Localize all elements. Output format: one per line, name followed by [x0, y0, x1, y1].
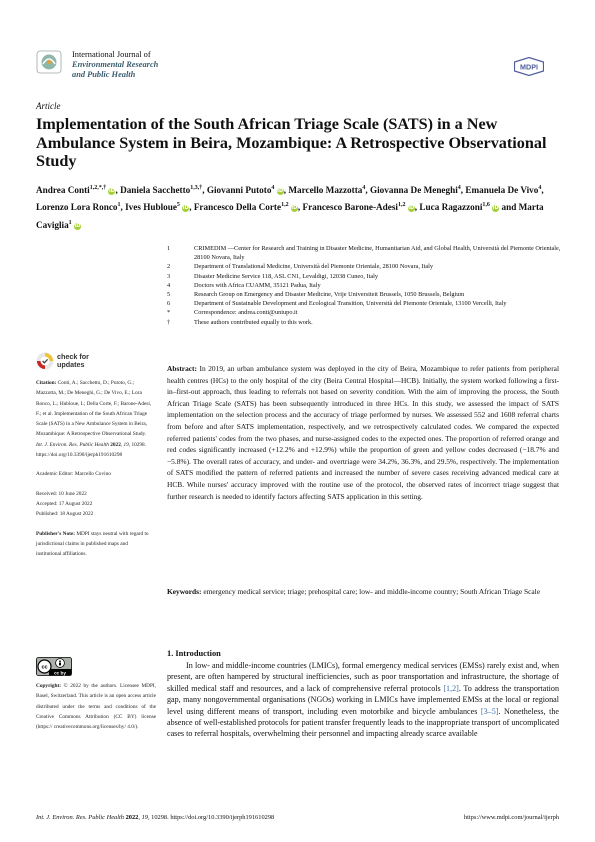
publisher-note: Publisher's Note: MDPI stays neutral with regard to jurisdictional claims in published maps and institutional affiliations. — [36, 530, 149, 558]
author-name: Luca Ragazzoni — [419, 202, 483, 213]
author-name: Francesco Barone-Adesi — [302, 202, 398, 213]
affiliation-item — [167, 308, 567, 317]
affiliation-text: Department of Sustainable Development and Ecological Transition, Università del Piemonte Orientale, 13100 Vercelli, Italy — [194, 300, 507, 308]
affiliation-marker: 1 — [167, 245, 171, 252]
svg-text:cc: cc — [41, 664, 48, 671]
article-sidebar — [36, 378, 154, 559]
author-separator: , — [365, 185, 370, 196]
author-separator: , — [414, 202, 420, 213]
author-affiliation-marker: 1,6 — [482, 202, 490, 209]
affiliation-text: Doctors with Africa CUAMM, 35121 Padua, Italy — [194, 281, 321, 289]
affiliation-marker: 3 — [167, 272, 171, 280]
author-separator: , — [460, 185, 466, 196]
journal-name-line1: International Journal of — [72, 50, 151, 59]
author-affiliation-marker: 4 — [457, 185, 461, 191]
affiliation-item — [167, 318, 567, 327]
affiliation-text: Correspondence: andrea.conti@uniupo.it — [194, 309, 298, 317]
author-name: Marcello Mazzotta — [288, 185, 363, 196]
author-affiliation-marker: 1,3,† — [190, 185, 203, 191]
affiliation-item — [167, 299, 567, 308]
footer-journal-url[interactable]: https://www.mdpi.com/journal/ijerph — [463, 814, 559, 821]
author-affiliation-marker: 1,2 — [281, 202, 289, 209]
author-separator: , — [541, 185, 544, 196]
accepted-date: Accepted: 17 August 2022 — [36, 500, 93, 507]
introduction-paragraph: In low- and middle-income countries (LMICs), formal emergency medical services (EMSs) rarely exist and, when present, are often hampered by structural inefficiencies, such as poor transportation and infrastructure, the shortage of skilled medical staff and resources, and a lack of comprehensive referral protocols [1,2]. To address the transportation gap, many nongovernmental organisations (NGOs) working in LMICs have implemented EMSs at the local or regional level using different means of transport, including even motorbike and bicycle ambulances [3–5]. Nonetheless, the absence of well-established protocols for patient transfer frequently leads to the inappropriate transport of uncomplicated cases to referral hospitals, overwhelming their personnel and impacting already scarce available — [167, 661, 560, 739]
orcid-icon[interactable]: iD — [291, 205, 298, 212]
published-date: Published: 18 August 2022 — [36, 511, 94, 518]
author-affiliation-marker: 4 — [271, 185, 275, 191]
check-for-updates-label: check for updates — [57, 352, 89, 369]
author-name: Marta Caviglia — [36, 202, 544, 230]
affiliation-text: Disaster Medicine Service 118, ASL CN1, Levaldigi, 12038 Cuneo, Italy — [194, 272, 379, 280]
reference-link[interactable]: [3–5] — [480, 706, 499, 716]
author-list — [36, 181, 556, 233]
author-separator: , — [120, 202, 126, 213]
affiliation-marker: 5 — [167, 291, 171, 299]
orcid-icon[interactable]: iD — [109, 188, 115, 195]
affiliation-marker: * — [167, 309, 171, 317]
keywords: Keywords: emergency medical service; triage; prehospital care; low- and middle-income country; South African Triage Scale — [167, 587, 541, 596]
academic-editor: Academic Editor: Marcello Covino — [36, 471, 111, 478]
footer-citation: Int. J. Environ. Res. Public Health 2022, 19, 10298. https://doi.org/10.3390/ijerph191610298 — [36, 814, 275, 821]
author-separator: , — [115, 185, 121, 196]
author-name: Ives Hubloue — [125, 202, 177, 213]
affiliation-marker: 6 — [167, 300, 171, 308]
svg-text:cc by: cc by — [54, 670, 66, 676]
author-affiliation-marker: 1,2 — [397, 202, 406, 209]
journal-name-line3: and Public Health — [72, 70, 136, 79]
affiliation-item — [167, 281, 567, 290]
ijerph-journal-logo-icon — [36, 50, 62, 74]
affiliation-marker: 4 — [167, 281, 171, 289]
abstract: Abstract: In 2019, an urban ambulance system was deployed in the city of Beira, Mozambique to refer patients from peripheral health centres (HCs) to the only hospital of the city (Beira Central Hospital—HCB). Initially, the system worked following a first-in–first-out approach, thus leading to referrals not based on severity condition. With the aim of improving the process, the South African Triage Scale (SATS) has been subsequently introduced in three HCs. In this study, we assessed the impact of SATS implementation on the selection process and the accuracy of triage performed by nurses. We assessed 552 and 1608 referral charts from before and after SATS implementation, respectively, and we retrospectively calculated codes. We compared the expected referred patients' codes from the two phases, and nurse-assigned codes to the expected ones. The proportion of referred orange and red codes significantly increased (+12.2% and +12.9%) while the proportion of green and yellow codes decreased (−18.7% and −5.8%). The overall rates of accuracy, and under- and overtriage were 34.2%, 36.3%, and 29.5%, respectively. The implementation of SATS modified the pattern of referred patients and increased the number of severe cases receiving advanced medical care at HCB. While nurses' accuracy improved with the routine use of the protocol, the observed rates of incorrect triage suggest that further research is needed to identify factors affecting SATS application in this setting. — [167, 364, 559, 501]
author-name: Francesco Della Corte — [193, 202, 282, 213]
mdpi-logo — [514, 57, 544, 76]
journal-name-line2: Environmental Research — [72, 60, 159, 69]
affiliation-text: CRIMEDIM —Center for Research and Training in Disaster Medicine, Humanitarian Aid, and Global Health, Università del Piemonte Orientale, 28100 Novara, Italy — [194, 245, 561, 262]
author-separator: , — [189, 202, 194, 213]
article-type: Article — [36, 101, 61, 111]
author-name: Emanuela De Vivo — [465, 185, 539, 196]
orcid-icon[interactable]: iD — [408, 205, 415, 212]
author-separator: and — [499, 202, 519, 213]
author-separator: , — [202, 185, 207, 196]
affiliation-item — [167, 290, 567, 299]
author-affiliation-marker: 5 — [176, 202, 180, 209]
orcid-icon[interactable]: iD — [74, 222, 81, 229]
author-separator: , — [283, 185, 289, 196]
author-name: Daniela Sacchetto — [120, 185, 191, 196]
author-name: Giovanna De Meneghi — [369, 185, 458, 196]
affiliation-item — [167, 244, 567, 262]
svg-text:MDPI: MDPI — [520, 62, 538, 72]
orcid-icon[interactable]: iD — [182, 205, 189, 212]
author-affiliation-marker: 1 — [117, 202, 121, 209]
received-date: Received: 10 June 2022 — [36, 490, 87, 497]
reference-link[interactable]: [1,2] — [443, 683, 459, 693]
author-affiliation-marker: 4 — [362, 185, 366, 191]
affiliation-marker: 2 — [167, 263, 171, 271]
author-separator: , — [297, 202, 303, 213]
paper-title: Implementation of the South African Triage Scale (SATS) in a New Ambulance System in Beira, Mozambique: A Retrospective Observational Study — [36, 115, 547, 170]
affiliation-item — [167, 272, 567, 281]
orcid-icon[interactable]: iD — [492, 205, 499, 212]
cc-by-license-icon[interactable] — [36, 657, 72, 676]
affiliation-text: These authors contributed equally to this work. — [194, 318, 313, 326]
author-affiliation-marker: 1 — [68, 219, 72, 226]
affiliation-marker: † — [167, 318, 171, 326]
orcid-icon[interactable]: iD — [277, 188, 284, 195]
affiliation-list — [167, 244, 567, 327]
affiliation-text: Department of Translational Medicine, Università del Piemonte Orientale, 28100 Novara, Italy — [194, 263, 434, 271]
author-affiliation-marker: 1,2,*,† — [89, 185, 107, 191]
author-name: Giovanni Putoto — [206, 185, 272, 196]
author-affiliation-marker: 4 — [538, 185, 542, 191]
author-name: Andrea Conti — [36, 185, 90, 196]
copyright-notice: Copyright: © 2022 by the authors. Licensee MDPI, Basel, Switzerland. This article is an open access article distributed under the terms and conditions of the Creative Commons Attribution (CC BY) license (https:// creativecommons.org/licenses/by/ 4.0/). — [36, 683, 157, 731]
author-name: Lorenzo Lora Ronco — [36, 202, 118, 213]
section-heading-introduction: 1. Introduction — [167, 649, 221, 658]
check-for-updates-button[interactable] — [36, 352, 96, 374]
citation: Citation: Conti, A.; Sacchetto, D.; Putoto, G.; Mazzotta, M.; De Meneghi, G.; De Vivo, E.; Lora Ronco, L.; Hubloue, I.; Della Corte, F.; Barone-Adesi, F.; et al. Implementation of the South African Triage Scale (SATS) in a New Ambulance System in Beira, Mozambique: A Retrospective Observational Study. Int. J. Environ. Res. Public Health 2022, 19, 10298. https://doi.org/10.3390/ijerph191610298 — [36, 380, 152, 459]
affiliation-text: Research Group on Emergency and Disaster Medicine, Vrije Universiteit Brussels, 1050 Brussels, Belgium — [194, 291, 465, 299]
check-for-updates-icon — [36, 352, 54, 370]
affiliation-item — [167, 262, 567, 271]
